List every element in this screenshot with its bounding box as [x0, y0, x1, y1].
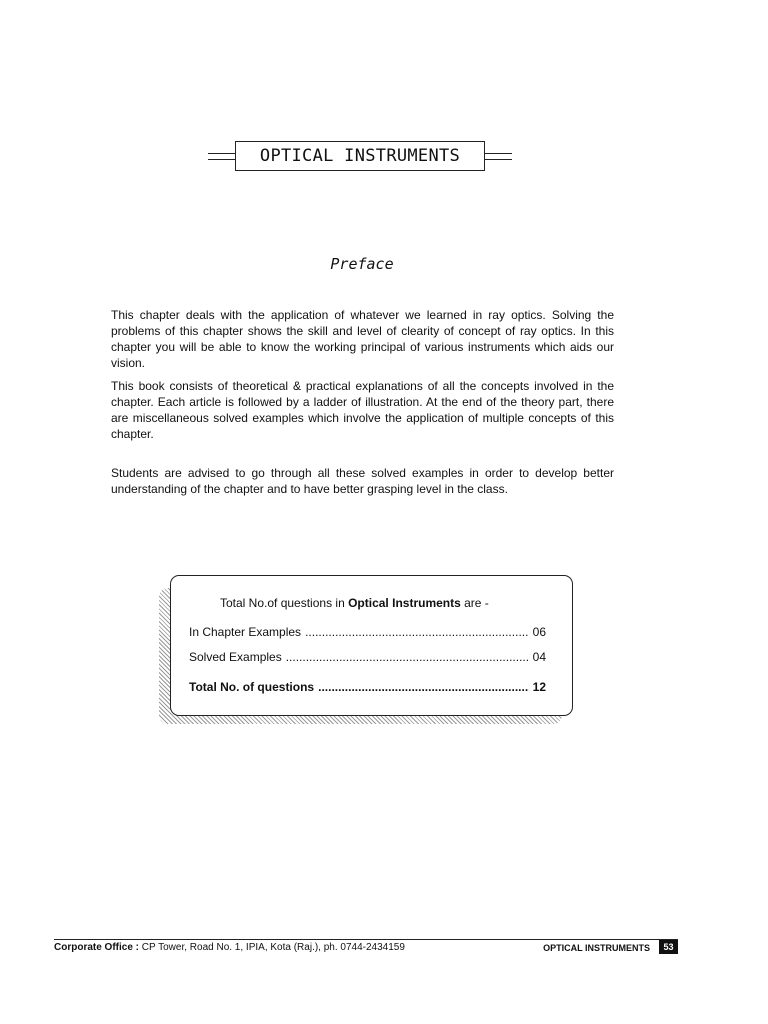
- summary-row-value: 04: [532, 650, 546, 664]
- summary-row-total-questions: [189, 680, 546, 694]
- footer-rule: [54, 939, 678, 940]
- summary-row-label: Solved Examples: [189, 650, 282, 664]
- summary-row-value: 06: [532, 625, 546, 639]
- summary-heading-prefix: Total No.of questions in: [220, 596, 345, 610]
- preface-heading: Preface: [330, 255, 394, 273]
- chapter-title: OPTICAL INSTRUMENTS: [235, 141, 485, 171]
- summary-row-solved-examples: [189, 650, 546, 664]
- question-summary-box: [170, 575, 573, 716]
- title-right-rule: [484, 153, 512, 160]
- page-number-badge: 53: [659, 940, 678, 954]
- summary-row-label: Total No. of questions: [189, 680, 315, 694]
- summary-row-value: 12: [532, 680, 546, 694]
- leader-dots: [305, 625, 529, 639]
- summary-heading-suffix: are -: [464, 596, 489, 610]
- summary-row-label: In Chapter Examples: [189, 625, 302, 639]
- leader-dots: [286, 650, 529, 664]
- preface-paragraph-3: Students are advised to go through all these solved examples in order to develop better understanding of the chapter and to have better grasping level in the class.: [111, 466, 614, 496]
- footer-chapter-name: OPTICAL INSTRUMENTS: [543, 943, 650, 953]
- title-left-rule: [208, 153, 236, 160]
- footer-office-label: Corporate Office :: [54, 942, 140, 953]
- summary-heading: [220, 596, 489, 610]
- summary-heading-subject: Optical Instruments: [348, 596, 461, 610]
- footer-office-address: CP Tower, Road No. 1, IPIA, Kota (Raj.), ph. 0744-2434159: [141, 942, 405, 953]
- footer-office: [54, 942, 405, 953]
- preface-paragraph-2: This book consists of theoretical & practical explanations of all the concepts involved in the chapter. Each article is followed by a ladder of illustration. At the end of the theory part, there are miscellaneous solved examples which involve the application of multiple concepts of this chapter.: [111, 379, 614, 441]
- leader-dots: [318, 680, 529, 694]
- chapter-title-banner: [208, 141, 512, 171]
- summary-row-in-chapter-examples: [189, 625, 546, 639]
- preface-paragraph-1: This chapter deals with the application of whatever we learned in ray optics. Solving the problems of this chapter shows the skill and level of clearity of concept of ray optics. In this chapter you will be able to know the working principal of various instruments which aids our vision.: [111, 308, 614, 370]
